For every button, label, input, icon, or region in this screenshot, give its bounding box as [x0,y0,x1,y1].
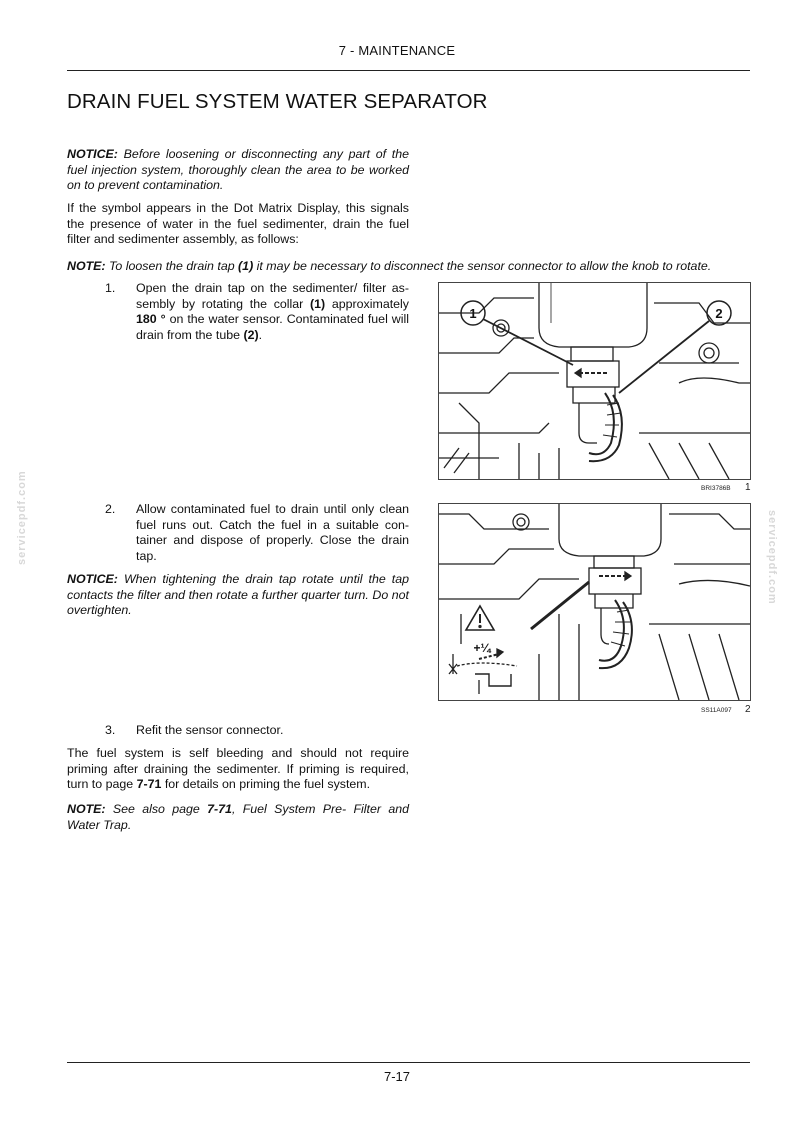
figure-1-drain-tap-diagram [438,282,751,480]
section-header: 7 - MAINTENANCE [338,43,456,58]
note-label: NOTE: [67,259,106,273]
bleed-text-cont: for details on priming the fuel system. [161,777,371,792]
header-rule [67,70,750,71]
watermark-right: servicepdf.com [766,510,778,605]
footer-rule [67,1062,750,1063]
note-text-cont: it may be necessary to disconnect the sensor connector to allow the knob to rotate. [253,259,712,273]
step-1-degrees: 180 ° [136,312,166,327]
notice-contamination [67,147,409,194]
figure-2-quarter-turn-label: +¼ [473,641,491,655]
step-1-t1: Open the drain tap on the sedimenter/ filter as-sembly by rotating the collar [136,281,409,311]
step-1-number: 1. [105,281,116,295]
step-2-text: Allow contaminated fuel to drain until only clean fuel runs out. Catch the fuel in a suitable con-tainer and dispose of properly. Close the drain tap. [136,502,409,563]
notice-label: NOTICE: [67,147,118,161]
intro-paragraph: If the symbol appears in the Dot Matrix Display, this signals the presence of water in the fuel sedimenter, drain the fuel filter and sedimenter assembly, as follows: [67,201,409,247]
note-2-page-ref: 7-71 [207,802,232,816]
step-1-ref2: (2) [243,327,259,342]
page-number: 7-17 [383,1069,411,1084]
notice-2-text: When tightening the drain tap rotate until the tap contacts the filter and then rotate a further quarter turn. Do not overtighten. [67,572,409,618]
note-text: To loosen the drain tap [105,259,239,273]
figure-1-callout-2: 2 [715,306,723,321]
step-1-t2: approximately [325,296,409,311]
watermark-left: servicepdf.com [16,470,28,565]
notice-overtighten [67,572,409,619]
note-2-text-cont: , Fuel System Pre- Filter and Water Trap. [67,802,409,832]
bleed-text: The fuel system is self bleeding and should not require priming after draining the sedimenter. If priming is required, turn to page [67,746,409,792]
step-1-t3: on the water sensor. Contaminated fuel will drain from the tube [136,312,409,342]
figure-2-tighten-diagram [438,503,751,701]
step-3-text: Refit the sensor connector. [136,723,284,737]
step-1-ref1: (1) [310,296,326,311]
notice-text: Before loosening or disconnecting any part of the fuel injection system, thoroughly clean the area to be worked on to prevent contamination. [67,147,409,193]
figure-1-illustration [439,283,750,479]
note-2-text: See also page [105,802,208,816]
step-2-number: 2. [105,502,116,516]
note-see-also [67,802,409,833]
note-drain-tap [67,259,757,275]
figure-1-number: 1 [745,482,751,493]
figure-2-illustration [439,504,750,700]
page-title: DRAIN FUEL SYSTEM WATER SEPARATOR [67,90,488,113]
figure-1-callout-1: 1 [469,306,477,321]
step-1-t4: . [258,327,263,342]
step-1-text [136,281,409,343]
bleed-page-ref: 7-71 [136,777,162,792]
figure-2-code: SS11A097 [701,707,732,714]
note-ref: (1) [238,259,254,273]
figure-2-number: 2 [745,704,751,715]
note-2-label: NOTE: [67,802,106,816]
bleeding-paragraph [67,746,409,793]
step-3-number: 3. [105,723,116,737]
notice-2-label: NOTICE: [67,572,118,586]
figure-1-code: BRI3786B [701,485,731,492]
